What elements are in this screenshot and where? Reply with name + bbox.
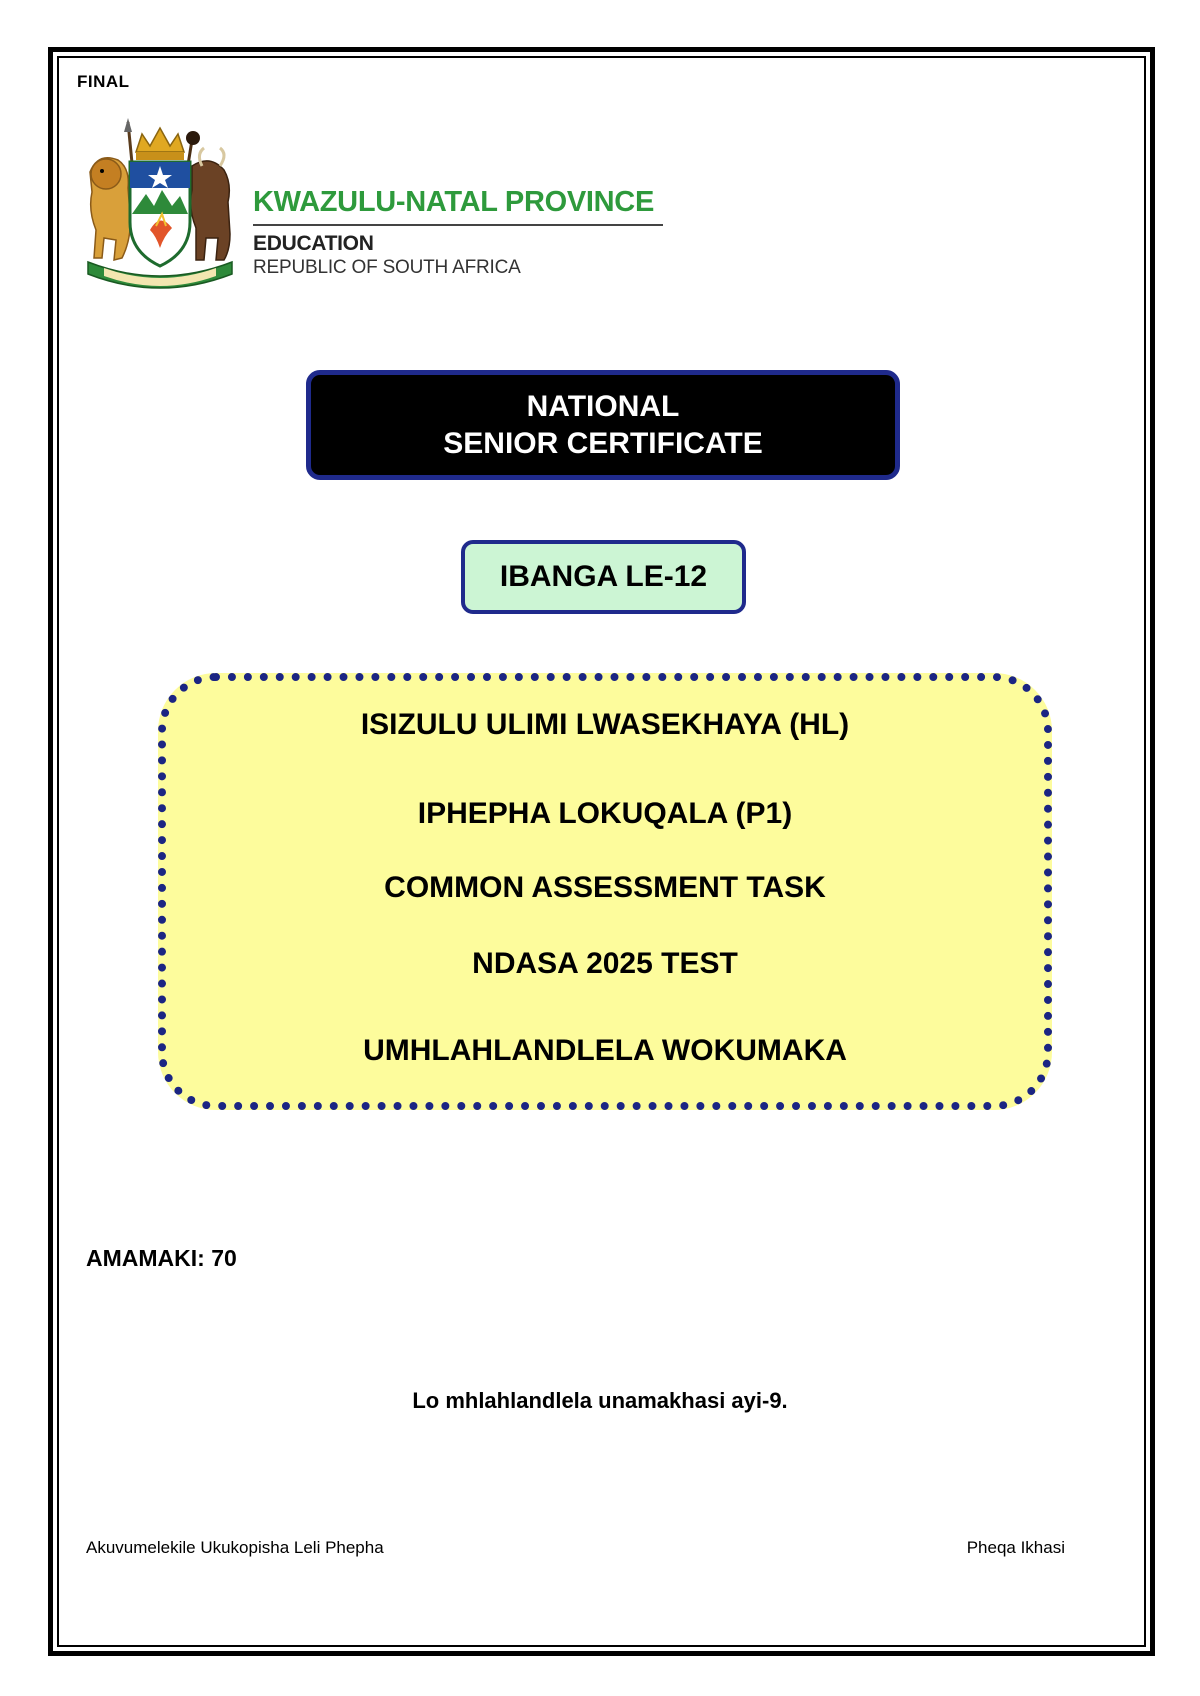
grade-badge: IBANGA LE-12 bbox=[461, 540, 746, 614]
subject-task: COMMON ASSESSMENT TASK bbox=[384, 871, 826, 904]
final-label: FINAL bbox=[77, 72, 130, 91]
header-divider bbox=[253, 224, 663, 226]
province-name: KWAZULU-NATAL PROVINCE bbox=[253, 186, 654, 218]
certificate-banner bbox=[306, 370, 900, 480]
certificate-line-2: SENIOR CERTIFICATE bbox=[443, 427, 763, 460]
subject-doc-type: UMHLAHLANDLELA WOKUMAKA bbox=[363, 1034, 847, 1067]
kzn-coat-of-arms-icon bbox=[84, 118, 236, 296]
subject-language: ISIZULU ULIMI LWASEKHAYA (HL) bbox=[360, 708, 850, 741]
country-name: REPUBLIC OF SOUTH AFRICA bbox=[253, 257, 521, 278]
page-count-note: Lo mhlahlandlela unamakhasi ayi-9. bbox=[412, 1388, 788, 1413]
total-marks: AMAMAKI: 70 bbox=[86, 1245, 237, 1271]
certificate-line-1: NATIONAL bbox=[526, 390, 680, 423]
subject-paper: IPHEPHA LOKUQALA (P1) bbox=[417, 797, 793, 830]
copyright-notice: Akuvumelekile Ukukopisha Leli Phepha bbox=[86, 1538, 384, 1557]
subject-test: NDASA 2025 TEST bbox=[472, 947, 738, 980]
department-name: EDUCATION bbox=[253, 232, 374, 255]
turn-page-note: Pheqa Ikhasi bbox=[966, 1538, 1065, 1557]
